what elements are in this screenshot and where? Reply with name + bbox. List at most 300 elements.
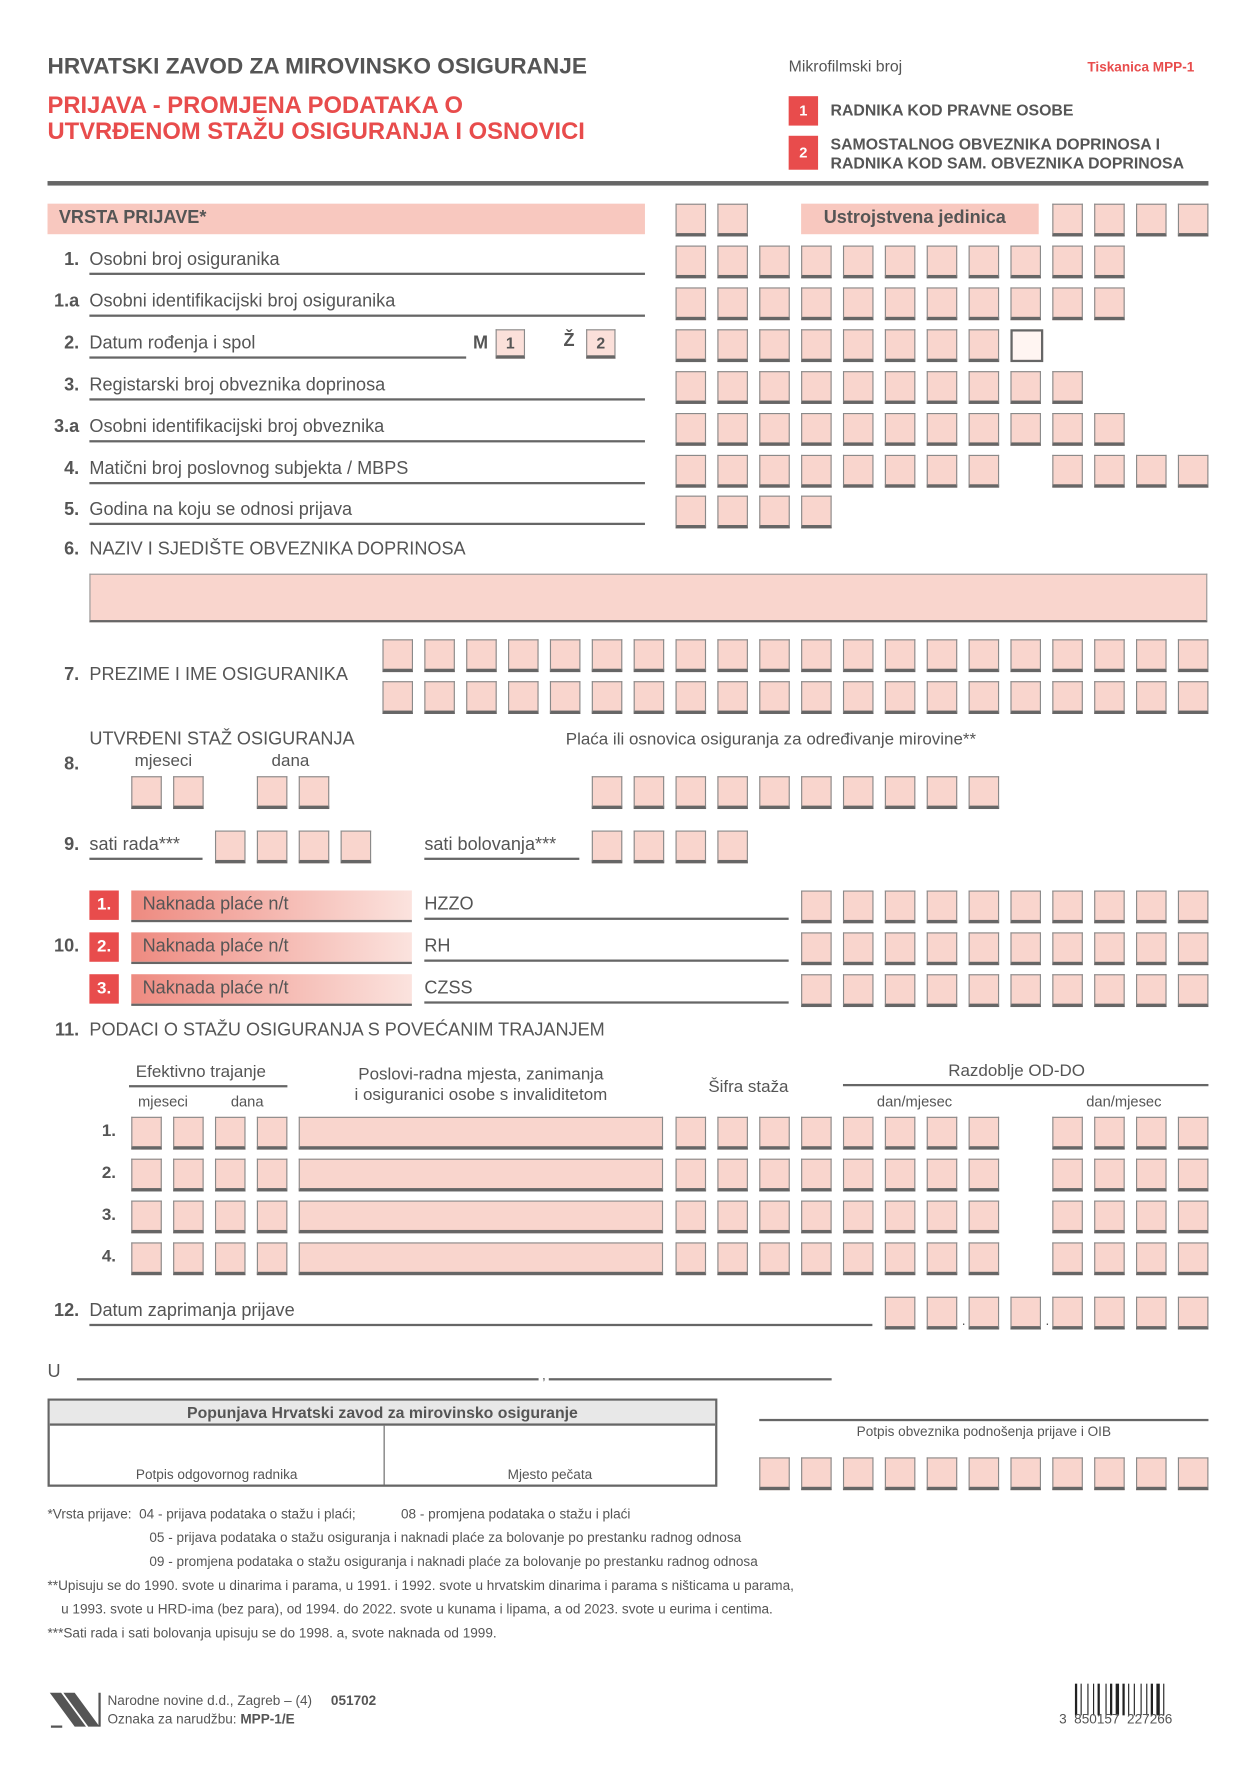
salary-box[interactable] [759, 776, 790, 809]
receipt-date-box[interactable] [1094, 1297, 1125, 1330]
period-from-box[interactable] [927, 1159, 958, 1192]
job-field[interactable] [299, 1242, 663, 1275]
insured-oib-box[interactable] [969, 287, 1000, 320]
period-to-box[interactable] [1052, 1159, 1083, 1192]
period-from-box[interactable] [885, 1117, 916, 1150]
period-from-box[interactable] [885, 1159, 916, 1192]
compensation-amount-box[interactable] [843, 932, 874, 965]
compensation-amount-box[interactable] [1052, 932, 1083, 965]
period-to-box[interactable] [1136, 1242, 1167, 1275]
contributor-oib-box[interactable] [1010, 413, 1041, 446]
receipt-date-box[interactable] [927, 1297, 958, 1330]
obveznik-oib-box[interactable] [1010, 1457, 1041, 1490]
mbps-box[interactable] [969, 455, 1000, 488]
stag-code-box[interactable] [759, 1117, 790, 1150]
obveznik-oib-box[interactable] [1178, 1457, 1209, 1490]
publisher-info [107, 1692, 376, 1728]
receipt-date-box[interactable] [885, 1297, 916, 1330]
year-box[interactable] [676, 496, 707, 529]
sick-hours-box[interactable] [676, 831, 707, 864]
stag-months-box[interactable] [173, 776, 204, 809]
date-field[interactable] [549, 1378, 832, 1380]
period-from-box[interactable] [927, 1117, 958, 1150]
name-box[interactable] [843, 681, 874, 714]
row-underline [89, 523, 645, 525]
stag-code-box[interactable] [676, 1117, 707, 1150]
compensation-amount-box[interactable] [1010, 890, 1041, 923]
row-underline [89, 398, 645, 400]
period-from-box[interactable] [969, 1201, 1000, 1234]
insured-id-box[interactable] [1094, 246, 1125, 279]
ustrojstvena-box[interactable] [1178, 204, 1209, 237]
salary-box[interactable] [885, 776, 916, 809]
insured-id-box[interactable] [1052, 246, 1083, 279]
period-to-box[interactable] [1094, 1242, 1125, 1275]
effective-duration-box[interactable] [173, 1201, 204, 1234]
obveznik-oib-box[interactable] [801, 1457, 832, 1490]
surname-box[interactable] [969, 639, 1000, 672]
obveznik-oib-box[interactable] [885, 1457, 916, 1490]
effective-duration-box[interactable] [215, 1201, 246, 1234]
insured-oib-box[interactable] [1094, 287, 1125, 320]
salary-box[interactable] [717, 776, 748, 809]
period-to-box[interactable] [1052, 1117, 1083, 1150]
registry-number-box[interactable] [1010, 371, 1041, 404]
contributor-oib-box[interactable] [843, 413, 874, 446]
mbps-box[interactable] [843, 455, 874, 488]
effective-duration-box[interactable] [257, 1159, 288, 1192]
surname-box[interactable] [1010, 639, 1041, 672]
insured-oib-box[interactable] [927, 287, 958, 320]
receipt-date-box[interactable] [1136, 1297, 1167, 1330]
mbps-box[interactable] [1136, 455, 1167, 488]
surname-box[interactable] [382, 639, 413, 672]
option-2-text [831, 135, 1185, 173]
place-prefix: U [47, 1362, 61, 1382]
salary-box[interactable] [634, 776, 665, 809]
year-box[interactable] [717, 496, 748, 529]
compensation-amount-box[interactable] [927, 932, 958, 965]
insured-id-box[interactable] [885, 246, 916, 279]
compensation-amount-box[interactable] [1136, 932, 1167, 965]
insured-oib-box[interactable] [843, 287, 874, 320]
name-box[interactable] [550, 681, 581, 714]
effective-duration-box[interactable] [215, 1242, 246, 1275]
name-box[interactable] [676, 681, 707, 714]
compensation-amount-box[interactable] [1178, 890, 1209, 923]
ustrojstvena-label: Ustrojstvena jedinica [823, 208, 1006, 228]
female-option[interactable]: 2 [586, 329, 615, 358]
stag-code-box[interactable] [801, 1117, 832, 1150]
effective-duration-box[interactable] [173, 1159, 204, 1192]
surname-box[interactable] [843, 639, 874, 672]
year-box[interactable] [801, 496, 832, 529]
surname-box[interactable] [424, 639, 455, 672]
compensation-amount-box[interactable] [1010, 932, 1041, 965]
compensation-amount-box[interactable] [1178, 974, 1209, 1007]
insured-oib-box[interactable] [885, 287, 916, 320]
contributor-oib-box[interactable] [1094, 413, 1125, 446]
insured-id-box[interactable] [1010, 246, 1041, 279]
payer-underline [424, 1001, 788, 1003]
obveznik-oib-box[interactable] [1094, 1457, 1125, 1490]
surname-box[interactable] [885, 639, 916, 672]
compensation-label: Naknada plaće n/t [131, 974, 412, 1006]
male-option[interactable]: 1 [496, 329, 525, 358]
insured-id-box[interactable] [676, 246, 707, 279]
ustrojstvena-box[interactable] [1136, 204, 1167, 237]
compensation-amount-box[interactable] [1052, 974, 1083, 1007]
birth-date-box[interactable] [843, 329, 874, 362]
surname-box[interactable] [508, 639, 539, 672]
birth-date-box[interactable] [885, 329, 916, 362]
period-to-box[interactable] [1136, 1159, 1167, 1192]
male-label: M [472, 333, 489, 354]
mbps-box[interactable] [717, 455, 748, 488]
vrsta-box[interactable] [717, 204, 748, 237]
insured-oib-box[interactable] [717, 287, 748, 320]
effective-duration-box[interactable] [131, 1159, 162, 1192]
stag-days-box[interactable] [257, 776, 288, 809]
birth-date-box[interactable] [927, 329, 958, 362]
row-num: 2. [64, 333, 80, 354]
obveznik-oib-box[interactable] [927, 1457, 958, 1490]
order-code: MPP-1/E [240, 1710, 295, 1727]
stag-code-box[interactable] [717, 1159, 748, 1192]
period-to-box[interactable] [1178, 1201, 1209, 1234]
contributor-oib-box[interactable] [801, 413, 832, 446]
period-from-box[interactable] [969, 1242, 1000, 1275]
surname-box[interactable] [466, 639, 497, 672]
period-from-box[interactable] [885, 1201, 916, 1234]
salary-box[interactable] [843, 776, 874, 809]
period-from-box[interactable] [969, 1159, 1000, 1192]
period-to-box[interactable] [1052, 1201, 1083, 1234]
period-from-box[interactable] [843, 1117, 874, 1150]
stag-code-box[interactable] [676, 1159, 707, 1192]
period-from-box[interactable] [927, 1242, 958, 1275]
contributor-oib-box[interactable] [1052, 413, 1083, 446]
obveznik-oib-box[interactable] [969, 1457, 1000, 1490]
compensation-amount-box[interactable] [1094, 974, 1125, 1007]
name-box[interactable] [801, 681, 832, 714]
name-box[interactable] [885, 681, 916, 714]
name-box[interactable] [1094, 681, 1125, 714]
work-hours-box[interactable] [257, 831, 288, 864]
compensation-amount-box[interactable] [885, 890, 916, 923]
salary-box[interactable] [927, 776, 958, 809]
name-box[interactable] [424, 681, 455, 714]
compensation-amount-box[interactable] [969, 932, 1000, 965]
contributor-oib-box[interactable] [885, 413, 916, 446]
birth-date-box[interactable] [801, 329, 832, 362]
mbps-box[interactable] [1094, 455, 1125, 488]
insured-oib-box[interactable] [676, 287, 707, 320]
obveznik-oib-box[interactable] [1052, 1457, 1083, 1490]
effective-duration-box[interactable] [215, 1117, 246, 1150]
contributor-name-field[interactable] [89, 574, 1207, 623]
name-box[interactable] [927, 681, 958, 714]
mbps-box[interactable] [801, 455, 832, 488]
job-field[interactable] [299, 1117, 663, 1150]
effective-duration-box[interactable] [173, 1117, 204, 1150]
stag-code-box[interactable] [801, 1201, 832, 1234]
insured-id-box[interactable] [801, 246, 832, 279]
registry-number-box[interactable] [885, 371, 916, 404]
mbps-box[interactable] [1052, 455, 1083, 488]
stag-days-box[interactable] [299, 776, 330, 809]
compensation-amount-box[interactable] [801, 974, 832, 1007]
stag-code-box[interactable] [717, 1201, 748, 1234]
contributor-oib-box[interactable] [676, 413, 707, 446]
fn-09: 09 - promjena podataka o stažu osiguranja i naknadi plaće za bolovanje po prestanku radnog odnosa [149, 1553, 758, 1570]
name-box[interactable] [508, 681, 539, 714]
mbps-box[interactable] [927, 455, 958, 488]
barcode-number: 3 850157 227266 [1059, 1710, 1173, 1727]
period-to-box[interactable] [1094, 1159, 1125, 1192]
effective-duration-box[interactable] [257, 1117, 288, 1150]
compensation-amount-box[interactable] [1136, 890, 1167, 923]
registry-number-box[interactable] [676, 371, 707, 404]
sick-hours-underline [424, 858, 579, 860]
salary-box[interactable] [801, 776, 832, 809]
org-name: HRVATSKI ZAVOD ZA MIROVINSKO OSIGURANJE [47, 54, 587, 80]
sick-hours-box[interactable] [717, 831, 748, 864]
name-box[interactable] [969, 681, 1000, 714]
obveznik-oib-box[interactable] [1136, 1457, 1167, 1490]
name-box[interactable] [634, 681, 665, 714]
gender-box[interactable] [1010, 329, 1043, 362]
form-title [48, 93, 585, 145]
effective-duration-box[interactable] [257, 1201, 288, 1234]
ustrojstvena-box[interactable] [1094, 204, 1125, 237]
compensation-amount-box[interactable] [885, 974, 916, 1007]
comma: , [541, 1366, 546, 1383]
period-to-box[interactable] [1136, 1201, 1167, 1234]
registry-number-box[interactable] [1052, 371, 1083, 404]
name-box[interactable] [1136, 681, 1167, 714]
insured-id-box[interactable] [759, 246, 790, 279]
line-number: 3. [101, 1205, 116, 1225]
compensation-amount-box[interactable] [927, 890, 958, 923]
registry-number-box[interactable] [927, 371, 958, 404]
name-box[interactable] [592, 681, 623, 714]
stag-code-box[interactable] [801, 1159, 832, 1192]
registry-number-box[interactable] [717, 371, 748, 404]
stag-code-box[interactable] [676, 1201, 707, 1234]
contributor-oib-box[interactable] [717, 413, 748, 446]
surname-box[interactable] [717, 639, 748, 672]
surname-box[interactable] [634, 639, 665, 672]
effective-duration-box[interactable] [131, 1242, 162, 1275]
period-from-box[interactable] [843, 1242, 874, 1275]
insured-id-box[interactable] [843, 246, 874, 279]
compensation-amount-box[interactable] [801, 890, 832, 923]
hzmo-box [48, 1399, 718, 1487]
stag-code-box[interactable] [759, 1242, 790, 1275]
sick-hours-box[interactable] [592, 831, 623, 864]
work-hours-box[interactable] [215, 831, 246, 864]
receipt-date-box[interactable] [969, 1297, 1000, 1330]
surname-box[interactable] [550, 639, 581, 672]
compensation-amount-box[interactable] [927, 974, 958, 1007]
period-underline [843, 1084, 1208, 1086]
stag-code-box[interactable] [717, 1117, 748, 1150]
mbps-box[interactable] [1178, 455, 1209, 488]
obveznik-signature-line[interactable] [759, 1419, 1208, 1421]
insured-oib-box[interactable] [759, 287, 790, 320]
jobs-line-2: i osiguranici osobe s invaliditetom [354, 1085, 608, 1105]
work-hours-box[interactable] [299, 831, 330, 864]
salary-box[interactable] [676, 776, 707, 809]
row-num: 3. [64, 375, 80, 395]
compensation-number: 2. [89, 932, 118, 961]
contributor-oib-box[interactable] [759, 413, 790, 446]
period-from-box[interactable] [927, 1201, 958, 1234]
effective-duration-box[interactable] [173, 1242, 204, 1275]
stag-code-box[interactable] [717, 1242, 748, 1275]
compensation-amount-box[interactable] [885, 932, 916, 965]
compensation-amount-box[interactable] [1010, 974, 1041, 1007]
compensation-amount-box[interactable] [843, 974, 874, 1007]
line-number: 4. [101, 1246, 116, 1267]
compensation-amount-box[interactable] [1178, 932, 1209, 965]
salary-box[interactable] [592, 776, 623, 809]
publisher-code: 051702 [330, 1692, 377, 1709]
effective-duration-box[interactable] [131, 1117, 162, 1150]
name-box[interactable] [466, 681, 497, 714]
sick-hours-box[interactable] [634, 831, 665, 864]
surname-box[interactable] [801, 639, 832, 672]
row-label: Datum rođenja i spol [89, 333, 256, 354]
contributor-oib-box[interactable] [969, 413, 1000, 446]
row-7-num: 7. [64, 665, 80, 685]
compensation-amount-box[interactable] [1136, 974, 1167, 1007]
insured-id-box[interactable] [927, 246, 958, 279]
hzmo-box-title: Popunjava Hrvatski zavod za mirovinsko osiguranje [50, 1401, 715, 1426]
period-to-box[interactable] [1052, 1242, 1083, 1275]
row-label: Godina na koju se odnosi prijava [89, 500, 353, 520]
surname-box[interactable] [592, 639, 623, 672]
compensation-amount-box[interactable] [1094, 890, 1125, 923]
compensation-amount-box[interactable] [969, 890, 1000, 923]
compensation-payer: RH [424, 936, 451, 957]
insured-id-box[interactable] [717, 246, 748, 279]
obveznik-oib-box[interactable] [843, 1457, 874, 1490]
year-box[interactable] [759, 496, 790, 529]
birth-date-box[interactable] [969, 329, 1000, 362]
mbps-box[interactable] [759, 455, 790, 488]
effective-duration-box[interactable] [131, 1201, 162, 1234]
registry-number-box[interactable] [969, 371, 1000, 404]
surname-box[interactable] [1052, 639, 1083, 672]
insured-id-box[interactable] [969, 246, 1000, 279]
stag-code-box[interactable] [676, 1242, 707, 1275]
insured-oib-box[interactable] [1052, 287, 1083, 320]
period-to-box[interactable] [1094, 1201, 1125, 1234]
insured-oib-box[interactable] [801, 287, 832, 320]
publisher: Narodne novine d.d., Zagreb – (4) [107, 1692, 313, 1709]
compensation-number: 3. [89, 974, 118, 1003]
contributor-oib-box[interactable] [927, 413, 958, 446]
compensation-amount-box[interactable] [969, 974, 1000, 1007]
vrsta-box[interactable] [676, 204, 707, 237]
surname-box[interactable] [676, 639, 707, 672]
name-box[interactable] [1052, 681, 1083, 714]
name-box[interactable] [382, 681, 413, 714]
period-to-box[interactable] [1178, 1242, 1209, 1275]
name-box[interactable] [1010, 681, 1041, 714]
salary-label: Plaća ili osnovica osiguranja za određivanje mirovine** [565, 729, 977, 750]
period-from-box[interactable] [969, 1117, 1000, 1150]
obveznik-oib-box[interactable] [759, 1457, 790, 1490]
period-to-box[interactable] [1178, 1159, 1209, 1192]
fn-08: 08 - promjena podataka o stažu i plaći [400, 1506, 631, 1522]
compensation-amount-box[interactable] [843, 890, 874, 923]
job-field[interactable] [299, 1159, 663, 1192]
mbps-box[interactable] [885, 455, 916, 488]
mbps-box[interactable] [676, 455, 707, 488]
receipt-date-box[interactable] [1010, 1297, 1041, 1330]
birth-date-box[interactable] [717, 329, 748, 362]
compensation-amount-box[interactable] [1052, 890, 1083, 923]
job-field[interactable] [299, 1201, 663, 1234]
period-to-box[interactable] [1094, 1117, 1125, 1150]
name-box[interactable] [1178, 681, 1209, 714]
effective-duration-box[interactable] [215, 1159, 246, 1192]
compensation-amount-box[interactable] [801, 932, 832, 965]
fn-05: 05 - prijava podataka o stažu osiguranja i naknadi plaće za bolovanje po prestanku radnog odnosa [149, 1529, 742, 1546]
salary-box[interactable] [969, 776, 1000, 809]
surname-box[interactable] [1136, 639, 1167, 672]
stag-code-box[interactable] [759, 1201, 790, 1234]
surname-box[interactable] [759, 639, 790, 672]
row-num: 1. [64, 250, 80, 270]
ustrojstvena-box[interactable] [1052, 204, 1083, 237]
birth-date-box[interactable] [759, 329, 790, 362]
period-to-box[interactable] [1136, 1117, 1167, 1150]
work-hours-box[interactable] [341, 831, 372, 864]
registry-number-box[interactable] [759, 371, 790, 404]
period-from-box[interactable] [843, 1159, 874, 1192]
surname-box[interactable] [1094, 639, 1125, 672]
insured-oib-box[interactable] [1010, 287, 1041, 320]
stag-code-box[interactable] [801, 1242, 832, 1275]
period-label: Razdoblje OD-DO [948, 1061, 1085, 1081]
compensation-amount-box[interactable] [1094, 932, 1125, 965]
stag-code-box[interactable] [759, 1159, 790, 1192]
surname-box[interactable] [1178, 639, 1209, 672]
registry-number-box[interactable] [801, 371, 832, 404]
period-to-box[interactable] [1178, 1117, 1209, 1150]
receipt-date-box[interactable] [1052, 1297, 1083, 1330]
birth-date-box[interactable] [676, 329, 707, 362]
name-box[interactable] [717, 681, 748, 714]
registry-number-box[interactable] [843, 371, 874, 404]
surname-box[interactable] [927, 639, 958, 672]
name-box[interactable] [759, 681, 790, 714]
effective-duration-box[interactable] [257, 1242, 288, 1275]
stag-months-box[interactable] [131, 776, 162, 809]
period-from-box[interactable] [885, 1242, 916, 1275]
receipt-date-box[interactable] [1178, 1297, 1209, 1330]
fn-amounts-2: u 1993. svote u HRD-ima (bez para), od 1994. do 2022. svote u kunama i lipama, a od 2023. svote u eurima i centima. [61, 1601, 773, 1617]
effective-underline [129, 1085, 287, 1087]
option-2-line-1: SAMOSTALNOG OBVEZNIKA DOPRINOSA I [830, 134, 1160, 153]
to-label: dan/mjesec [1086, 1093, 1162, 1111]
period-from-box[interactable] [843, 1201, 874, 1234]
place-field[interactable] [77, 1378, 539, 1380]
